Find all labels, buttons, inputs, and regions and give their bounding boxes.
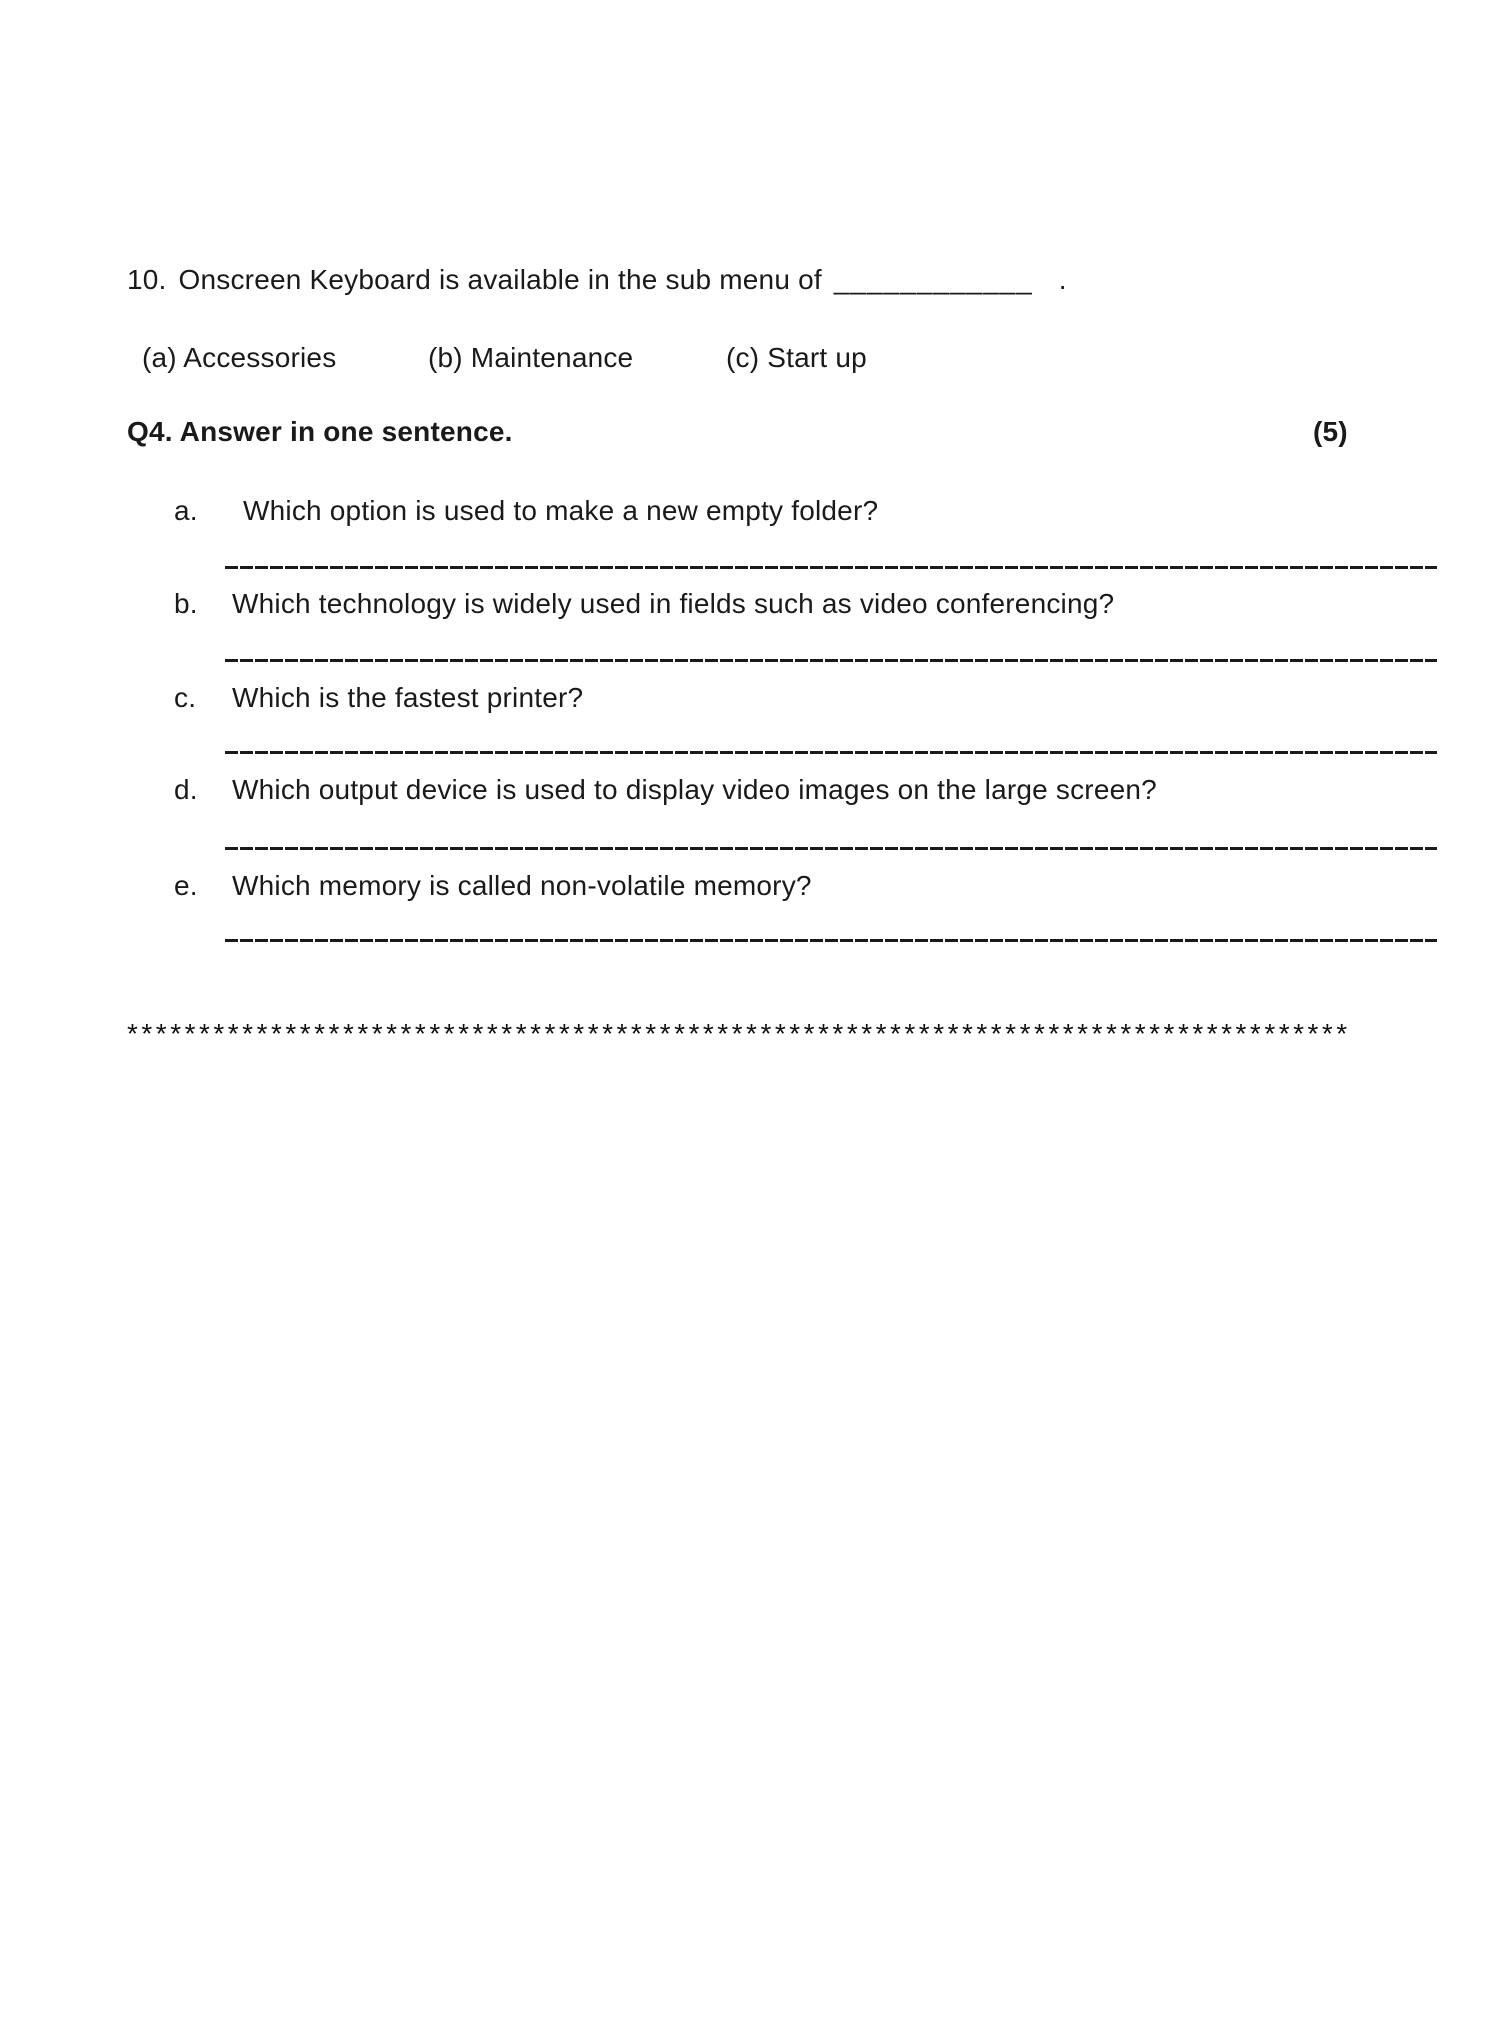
q4-item-a-text: Which option is used to make a new empty folder? [243, 495, 879, 526]
question-10-text: Onscreen Keyboard is available in the sub menu of [178, 264, 822, 295]
q4-item-d-letter: d. [174, 774, 198, 805]
q4-item-c-text: Which is the fastest printer? [232, 682, 584, 713]
q4-marks: (5) [1313, 416, 1348, 447]
question-10-number: 10. [127, 264, 167, 295]
option-b: (b) Maintenance [428, 342, 634, 373]
q4-item-b-text: Which technology is widely used in fields such as video conferencing? [232, 588, 1115, 619]
q4-item-e-text: Which memory is called non-volatile memory? [232, 870, 812, 901]
q4-item-b-letter: b. [174, 588, 198, 619]
q4-item-e-letter: e. [174, 870, 198, 901]
answer-line-d [225, 847, 1437, 850]
option-a: (a) Accessories [142, 342, 337, 373]
q4-heading: Q4. Answer in one sentence. [127, 416, 513, 447]
q4-item-a-letter: a. [174, 495, 198, 526]
option-c: (c) Start up [726, 342, 867, 373]
question-10-period: . [1058, 264, 1067, 295]
answer-line-c [225, 751, 1437, 754]
q4-item-c-letter: c. [174, 682, 197, 713]
question-10 [127, 262, 1067, 298]
q4-item-d-text: Which output device is used to display video images on the large screen? [232, 774, 1157, 805]
question-10-blank: ____________ [833, 264, 1033, 295]
answer-line-e [225, 939, 1437, 942]
answer-line-a [225, 566, 1437, 569]
asterisk-separator: ************************************************************************************* [127, 1018, 1351, 1049]
answer-line-b [225, 659, 1437, 662]
